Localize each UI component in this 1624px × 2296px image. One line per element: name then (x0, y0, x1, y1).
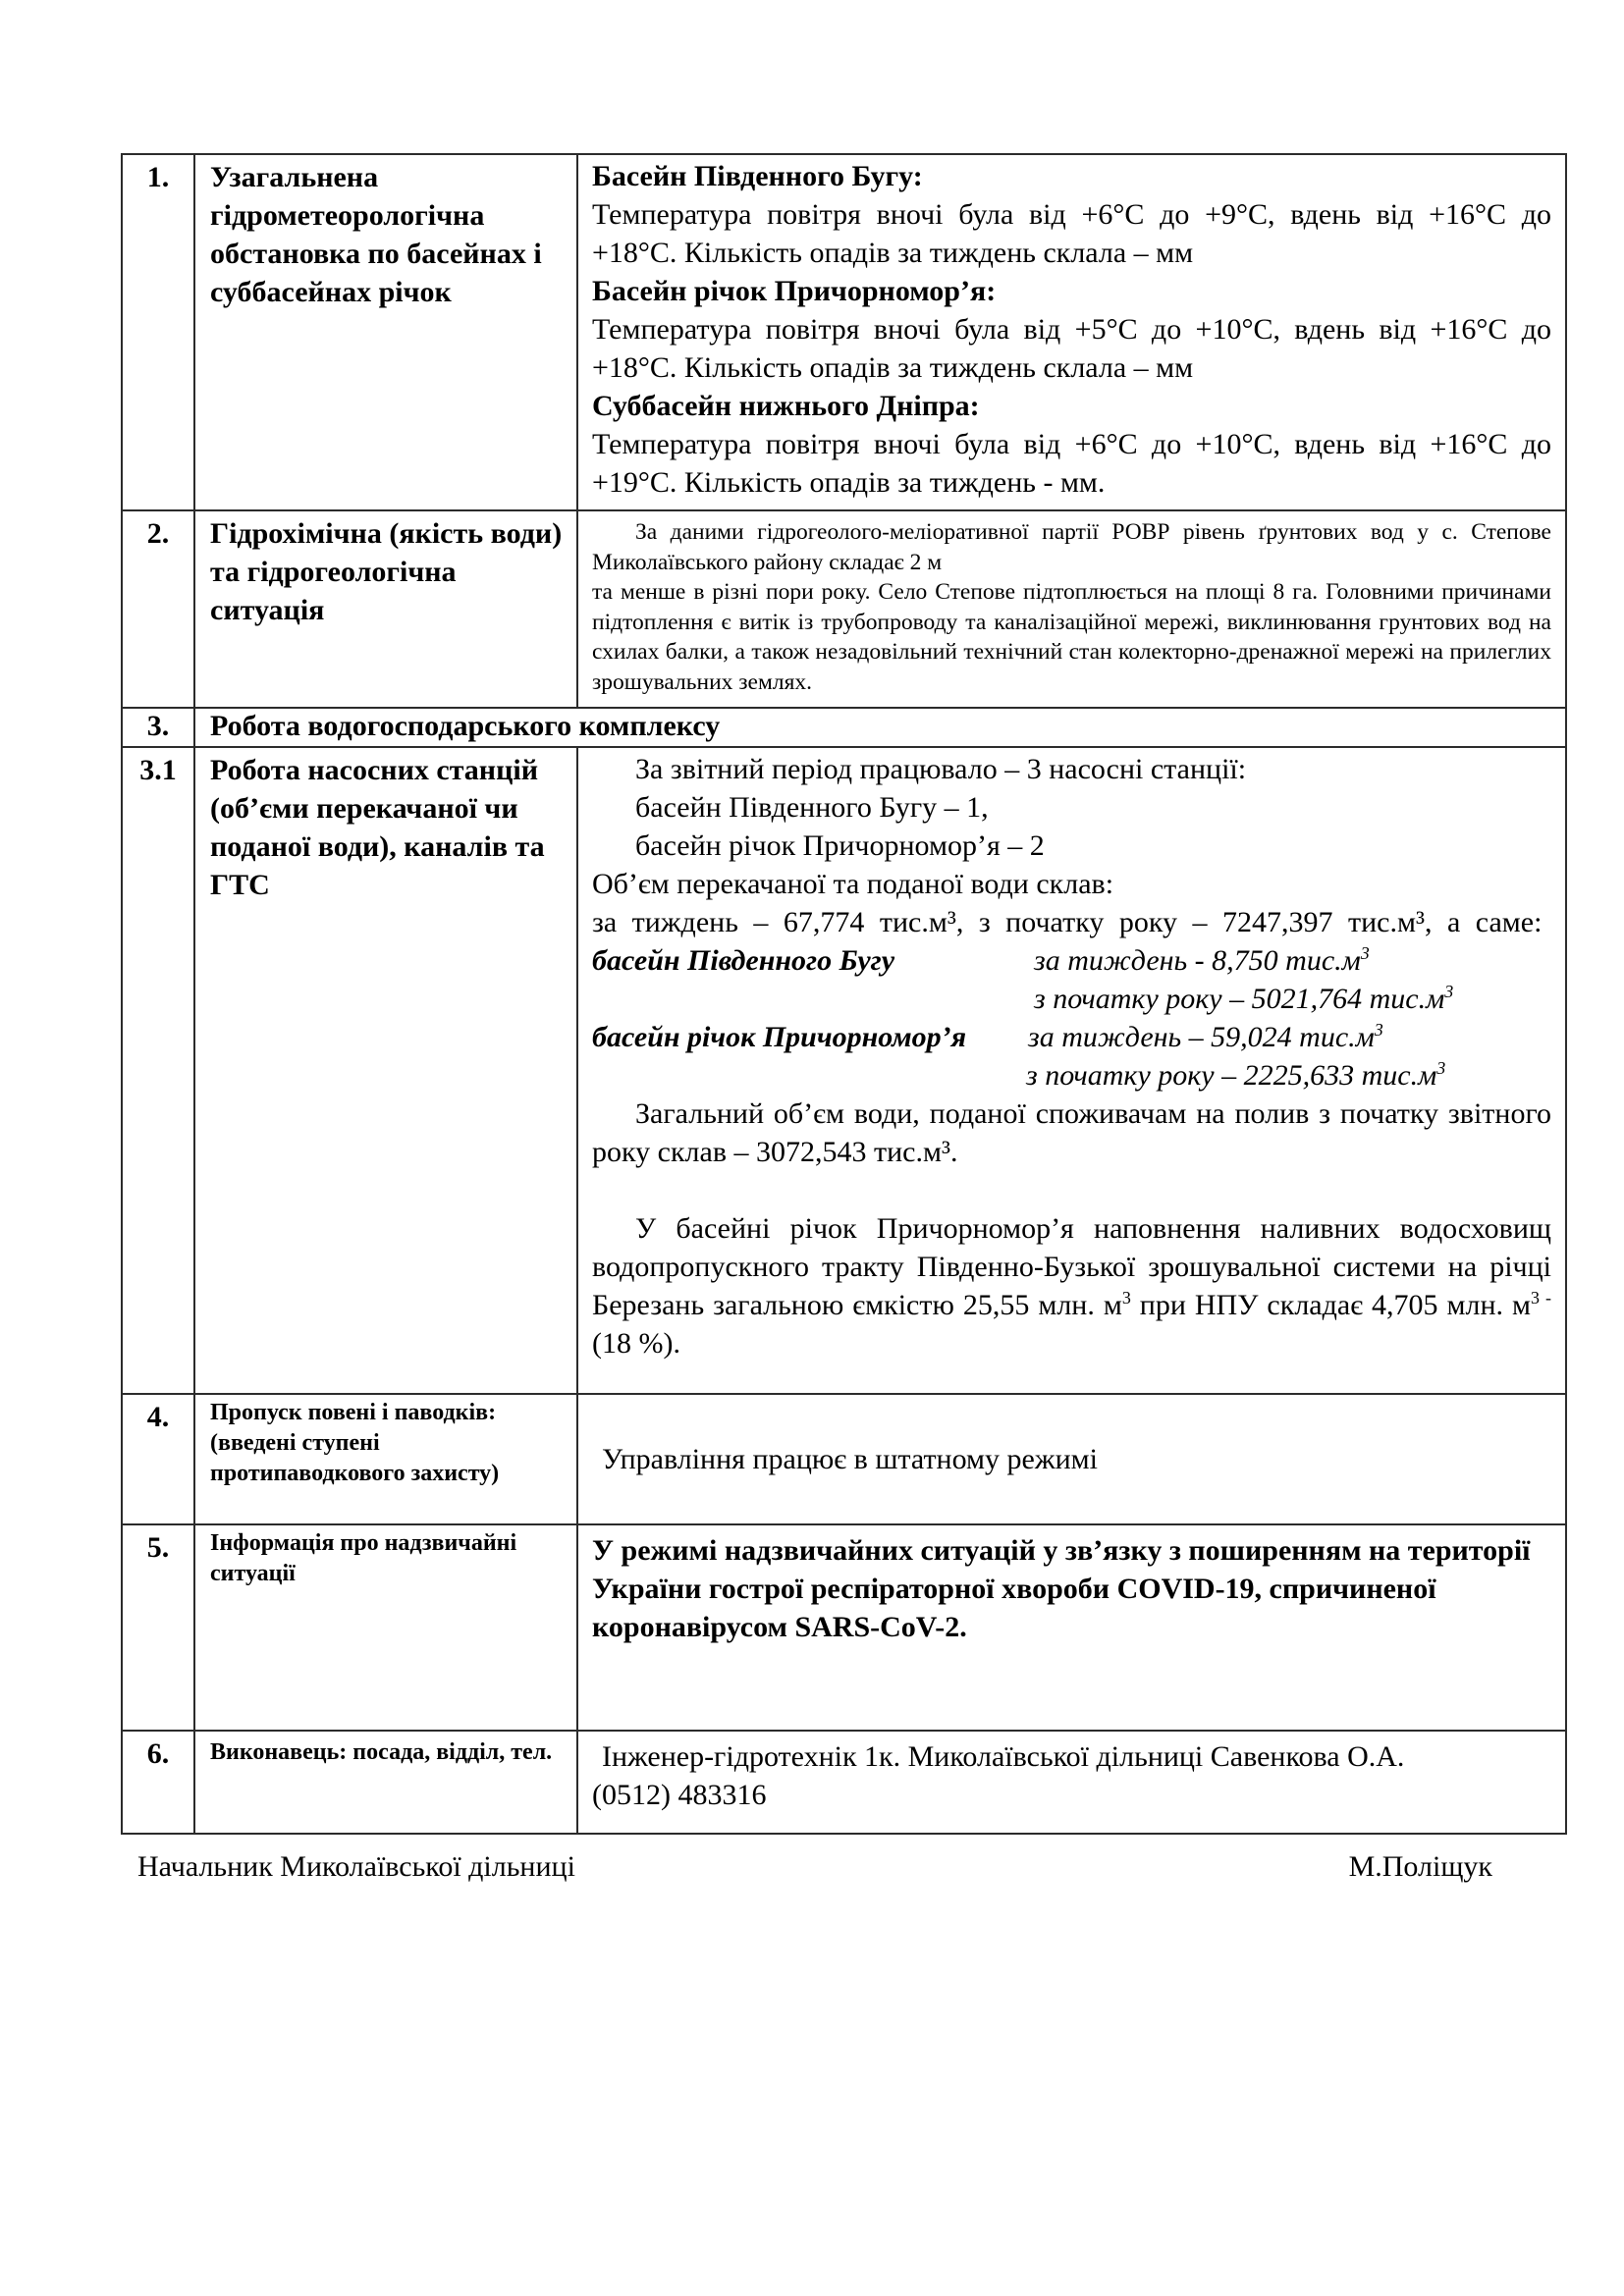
emergency-text: У режимі надзвичайних ситуацій у зв’язку з поширенням на території України гострої респіраторної хвороби COVID-19, спричиненої коронавірусом SARS-CoV-2. (592, 1534, 1531, 1643)
unit-sup: 3 - (1531, 1288, 1551, 1308)
station-item: басейн Південного Бугу – 1, (635, 791, 989, 824)
row-number (122, 1731, 194, 1834)
signature-name: М.Поліщук (1348, 1850, 1492, 1883)
basin-year-volume (1034, 980, 1453, 1018)
unit-sup: 3 (1444, 982, 1454, 1001)
reservoir-text-c: (18 %). (592, 1327, 680, 1360)
section-text: Температура повітря вночі була від +6°С до +9°С, вдень від +16°С до +18°С. Кількість опадів за тиждень склала – мм (592, 198, 1551, 269)
basin-year-volume (1026, 1056, 1445, 1095)
groundwater-text: За даними гідрогеолого-меліоративної партії РОВР рівень ґрунтових вод у с. Степове Миколаївського району складає 2 м (592, 519, 1551, 575)
row-number (122, 510, 194, 708)
table-row (122, 1524, 1566, 1731)
basin-name: басейн Південного Бугу (592, 944, 895, 977)
irrigation-text: Загальний об’єм води, поданої споживачам на полив з початку звітного року склав – 3072,543 тис.м³. (592, 1097, 1551, 1168)
section-heading: Басейн Південного Бугу: (592, 160, 923, 192)
row-content (577, 1731, 1566, 1834)
row-content (577, 154, 1566, 510)
row-number-text: 2. (146, 517, 170, 550)
row-number (122, 1524, 194, 1731)
executor-phone: (0512) 483316 (592, 1779, 767, 1811)
row-title (194, 1731, 577, 1834)
row-title-text: Пропуск повені і паводків: (введені ступені протипаводкового захисту) (210, 1400, 500, 1486)
basin-volume-row (592, 1056, 1551, 1095)
stations-intro: За звітний період працювало – 3 насосні станції: (635, 753, 1247, 785)
spacer (592, 1171, 1551, 1209)
basin-volume-row (592, 941, 1551, 980)
signature-block (137, 1850, 1492, 1884)
row-title-text: Інформація про надзвичайні ситуації (210, 1530, 517, 1586)
row-title (194, 1394, 577, 1524)
row-title (194, 1524, 577, 1731)
row-number-text: 3.1 (139, 754, 177, 786)
row-title (194, 154, 577, 510)
row-content (577, 747, 1566, 1394)
executor-text: Інженер-гідротехнік 1к. Миколаївської дільниці Савенкова О.А. (602, 1740, 1405, 1773)
basin-volume-row (592, 980, 1551, 1018)
row-number-text: 4. (146, 1401, 170, 1433)
unit-sup: 3 (1121, 1288, 1131, 1308)
row-number (122, 1394, 194, 1524)
section-text: Температура повітря вночі була від +6°С до +10°С, вдень від +16°С до +19°С. Кількість опадів за тиждень - мм. (592, 428, 1551, 499)
row-title-text: Узагальнена гідрометеорологічна обстановка по басейнах і суббасейнах річок (210, 161, 542, 308)
row-title-text: Гідрохімічна (якість води) та гідрогеологічна ситуація (210, 517, 563, 626)
row-number-text: 3. (146, 710, 170, 742)
reservoir-text (592, 1209, 1551, 1362)
row-content (577, 510, 1566, 708)
basin-week-volume (1034, 941, 1370, 980)
basin-week-volume (1028, 1018, 1383, 1056)
basin-volume-row (592, 1018, 1551, 1056)
volume-total: за тиждень – 67,774 тис.м³, з початку року – 7247,397 тис.м³, а саме: (592, 906, 1543, 938)
volume-intro: Об’єм перекачаної та поданої води склав: (592, 868, 1114, 900)
row-number (122, 747, 194, 1394)
row-number (122, 708, 194, 747)
row-content (577, 1524, 1566, 1731)
week-volume-text: за тиждень – 59,024 тис.м (1028, 1021, 1375, 1053)
signature-position: Начальник Миколаївської дільниці (137, 1850, 575, 1883)
row-number-text: 5. (146, 1531, 170, 1564)
row-title (194, 510, 577, 708)
unit-sup: 3 (1374, 1020, 1383, 1040)
year-volume-text: з початку року – 2225,633 тис.м (1026, 1059, 1437, 1092)
year-volume-text: з початку року – 5021,764 тис.м (1034, 983, 1445, 1015)
row-content (577, 1394, 1566, 1524)
table-row (122, 1394, 1566, 1524)
table-row (122, 747, 1566, 1394)
week-volume-text: за тиждень - 8,750 тис.м (1034, 944, 1361, 977)
row-title (194, 747, 577, 1394)
report-table (121, 153, 1567, 1835)
basin-name: басейн річок Причорномор’я (592, 1021, 967, 1053)
reservoir-text-b: при НПУ складає 4,705 млн. м (1130, 1289, 1532, 1321)
section-text: Температура повітря вночі була від +5°С до +10°С, вдень від +16°С до +18°С. Кількість опадів за тиждень склала – мм (592, 313, 1551, 384)
unit-sup: 3 (1360, 943, 1370, 963)
unit-sup: 3 (1436, 1058, 1446, 1078)
table-row (122, 154, 1566, 510)
station-item: басейн річок Причорномор’я – 2 (635, 829, 1045, 862)
basin-name-blank (592, 980, 1034, 1018)
section-heading: Суббасейн нижнього Дніпра: (592, 390, 980, 422)
flooding-text: та менше в різні пори року. Село Степове підтоплюється на площі 8 га. Головними причинами підтоплення є витік із трубопроводу та каналізаційної мережі, виклинювання грунтових вод на схилах балки, а також незадовільний технічний стан колекторно-дренажної мережі на прилеглих зрошувальних землях. (592, 579, 1551, 695)
row-title-text: Робота насосних станцій (об’єми перекачаної чи поданої води), каналів та ГТС (210, 754, 545, 901)
flood-status-text: Управління працює в штатному режимі (602, 1443, 1098, 1475)
basin-name-blank (592, 1056, 1026, 1095)
table-row (122, 708, 1566, 747)
section-heading: Басейн річок Причорномор’я: (592, 275, 997, 307)
table-row (122, 510, 1566, 708)
row-number-text: 6. (146, 1737, 170, 1770)
row-number-text: 1. (146, 161, 170, 193)
row-title-text: Виконавець: посада, відділ, тел. (210, 1739, 553, 1765)
section-title: Робота водогосподарського комплексу (194, 708, 1566, 747)
reservoir-text-a: У басейні річок Причорномор’я наповнення наливних водосховищ водопропускного тракту Південно-Бузької зрошувальної системи на річці Березань загальною ємкістю 25,55 млн. м (592, 1212, 1551, 1321)
table-row (122, 1731, 1566, 1834)
row-number (122, 154, 194, 510)
